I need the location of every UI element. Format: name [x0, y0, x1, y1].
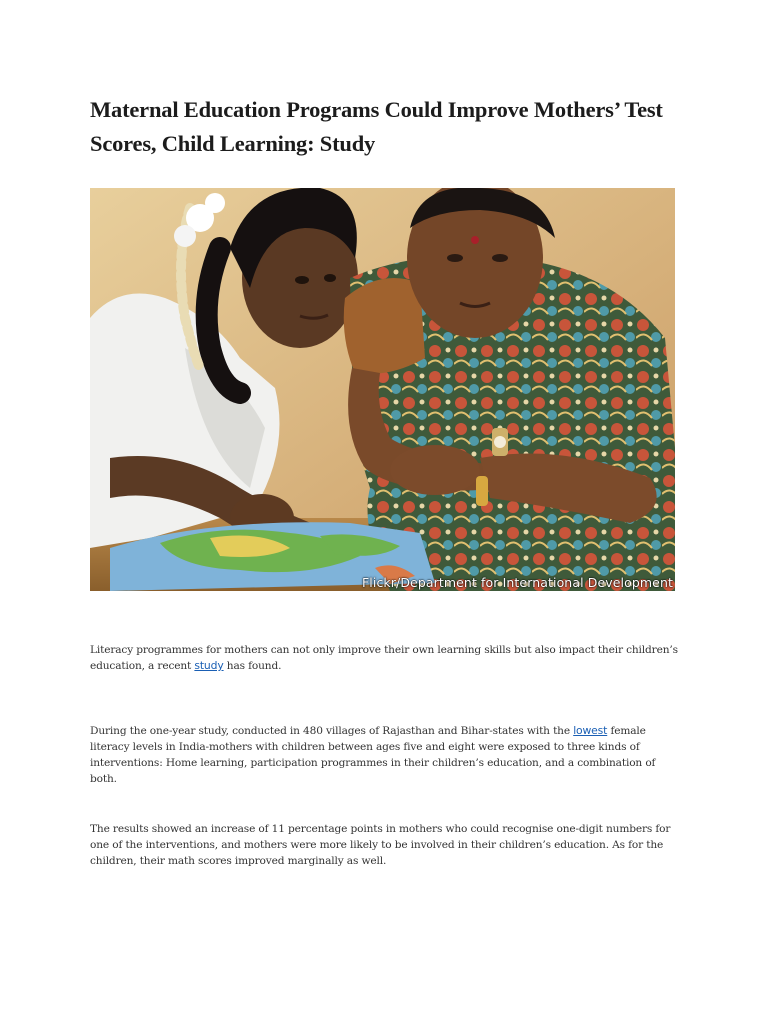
photo-credit: Flickr/Department for International Development — [362, 575, 673, 590]
paragraph-2 — [90, 723, 678, 787]
paragraph-3: The results showed an increase of 11 percentage points in mothers who could recognise one-digit numbers for one of the interventions, and mothers were more likely to be involved in their children’s education. As for the children, their math scores improved marginally as well. — [90, 823, 671, 867]
paragraph-1-text-after: has found. — [223, 660, 282, 672]
paragraph-1 — [90, 642, 678, 674]
article-photo — [90, 188, 675, 591]
paragraph-2-text-after: female literacy levels in India-mothers with children between ages five and eight were exposed to three kinds of interventions: Home learning, participation programmes in their children’s education, and a combination of both. — [90, 725, 656, 785]
photo-illustration — [90, 188, 675, 591]
article-title: Maternal Education Programs Could Improve Mothers’ Test Scores, Child Learning: Study — [90, 97, 663, 156]
study-link[interactable]: study — [194, 659, 224, 672]
paragraph-2-text-before: During the one-year study, conducted in 480 villages of Rajasthan and Bihar-states with the — [90, 725, 574, 737]
lowest-link[interactable]: lowest — [573, 724, 608, 737]
paragraph-1-text-before: Literacy programmes for mothers can not only improve their own learning skills but also impact their children’s education, a recent — [90, 644, 678, 672]
